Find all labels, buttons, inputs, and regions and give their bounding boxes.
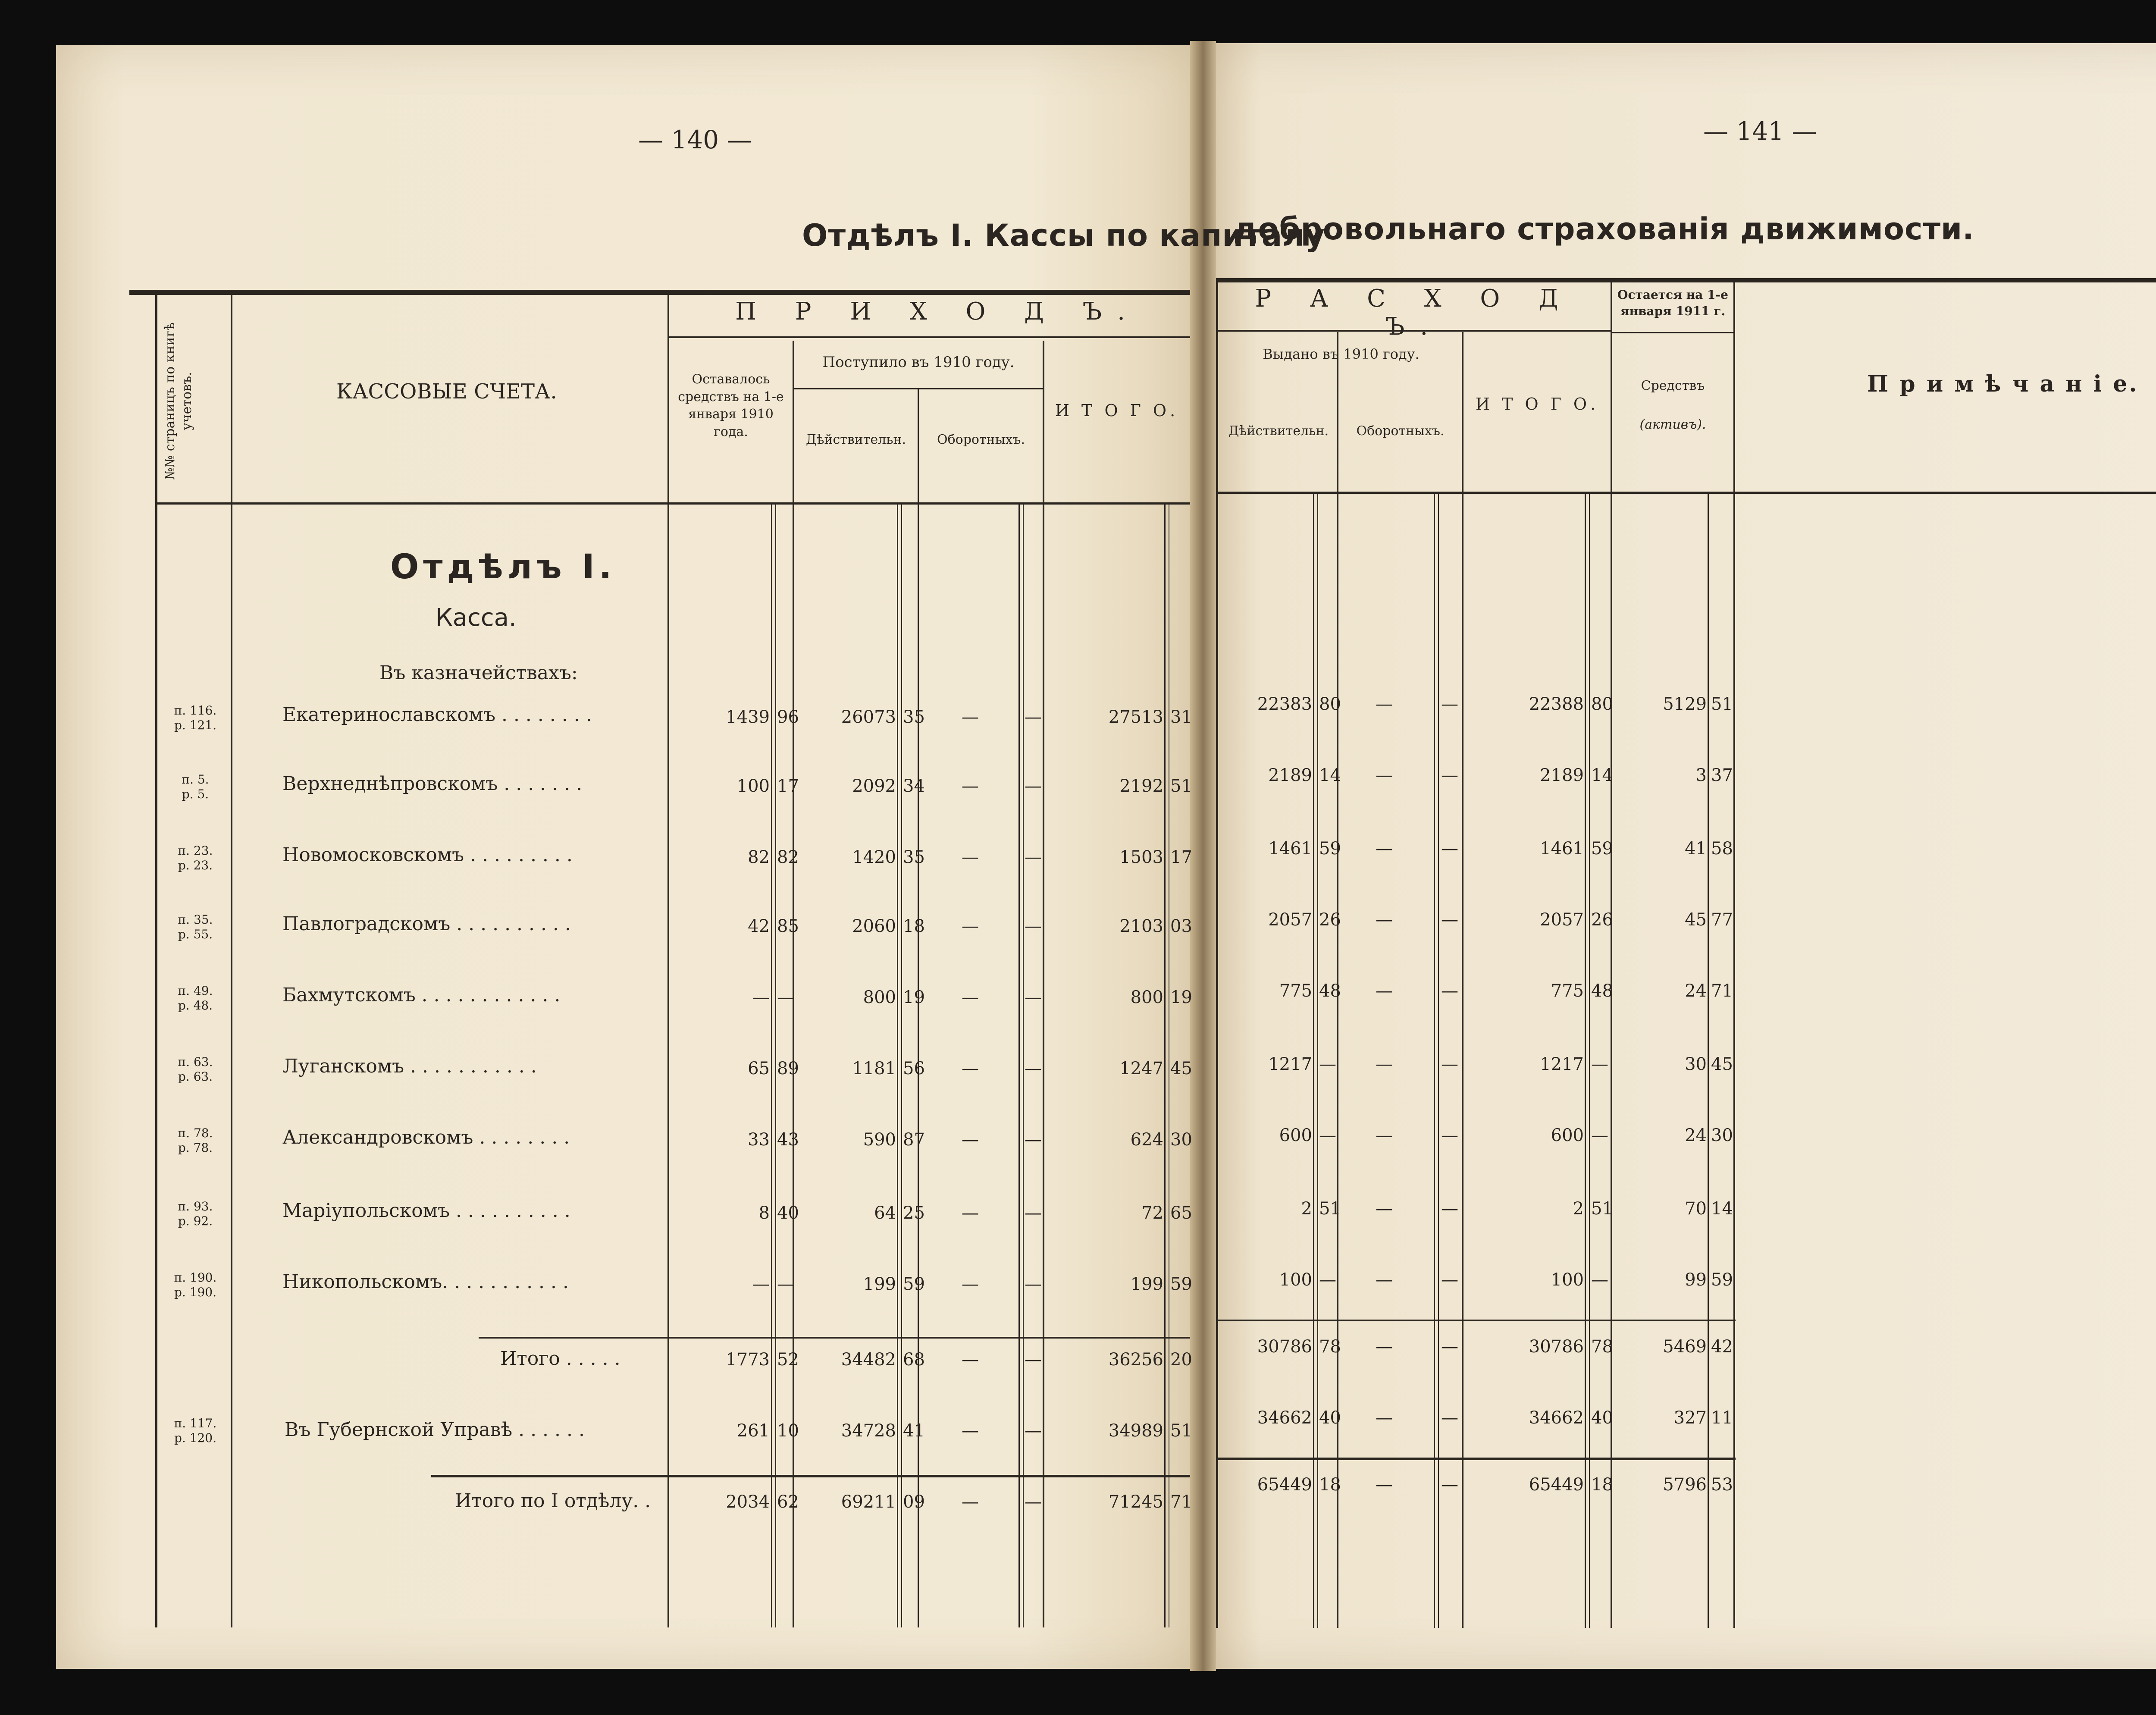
header-rule — [669, 336, 1190, 338]
row-remained-rub: 1439 — [726, 707, 770, 727]
row-ref-page: п. 35. — [178, 912, 213, 927]
row-total-kop: 03 — [1170, 916, 1192, 936]
row-assets-rub: 24 — [1685, 981, 1707, 1001]
row-total-kop: 31 — [1170, 707, 1192, 727]
row-total-kop: 51 — [1170, 776, 1192, 796]
row-turnover-kop: — — [1441, 910, 1458, 930]
row-total-rub: 100 — [1551, 1270, 1584, 1290]
row-assets-kop: 59 — [1711, 1270, 1733, 1290]
subtotal-total-rub: 36256 — [1108, 1350, 1163, 1370]
gubern-turnover-kop: — — [1441, 1408, 1458, 1428]
total-total-rub: 71245 — [1108, 1492, 1163, 1512]
total-header: И Т О Г О. — [1055, 401, 1179, 420]
row-issued-rub: 100 — [1279, 1270, 1312, 1290]
row-turnover-kop: — — [1025, 1130, 1042, 1150]
subtotal-actual-kop: 68 — [903, 1350, 925, 1370]
total-actual-kop: 09 — [903, 1492, 925, 1512]
row-total-kop: 19 — [1170, 988, 1192, 1007]
subtotal-remained-rub: 1773 — [726, 1350, 770, 1370]
row-ref-page: р. 92. — [178, 1214, 213, 1228]
row-issued-kop: 48 — [1319, 981, 1341, 1001]
row-issued-kop: — — [1319, 1126, 1336, 1145]
col-divider — [1733, 282, 1735, 1628]
row-actual-kop: 35 — [903, 847, 925, 867]
gubern-turnover-rub: — — [962, 1421, 979, 1441]
total-total-rub: 65449 — [1529, 1475, 1584, 1495]
row-remained-kop: 17 — [777, 776, 799, 796]
remains-header: Остается на 1-е января 1911 г. — [1617, 288, 1728, 318]
row-ref-page: р. 48. — [178, 998, 213, 1013]
turnover-header-right: Оборотныхъ. — [1356, 423, 1445, 439]
total-turnover-rub: — — [962, 1492, 979, 1512]
row-issued-kop: 14 — [1319, 765, 1341, 785]
total-label: Итого по I отдѣлу. . — [455, 1490, 651, 1512]
row-issued-rub: 2189 — [1268, 765, 1312, 785]
row-total-rub: 1503 — [1119, 847, 1163, 867]
row-assets-kop: 45 — [1711, 1054, 1733, 1074]
row-remained-rub: 100 — [736, 776, 770, 796]
gubern-turnover-kop: — — [1025, 1421, 1042, 1441]
row-turnover-rub: — — [962, 1130, 979, 1150]
row-ref-page: р. 121. — [174, 718, 217, 732]
row-issued-rub: 600 — [1279, 1126, 1312, 1145]
row-issued-kop: 51 — [1319, 1199, 1341, 1219]
row-turnover-rub: — — [1376, 694, 1393, 714]
row-total-rub: 600 — [1551, 1126, 1584, 1145]
gubern-issued-kop: 40 — [1319, 1408, 1341, 1428]
row-issued-rub: 2057 — [1268, 910, 1312, 930]
row-total-kop: 59 — [1170, 1274, 1192, 1294]
row-assets-kop: 14 — [1711, 1199, 1733, 1219]
table-top-rule-left — [129, 290, 1190, 295]
row-issued-kop: 80 — [1319, 694, 1341, 714]
row-total-rub: 1461 — [1540, 839, 1584, 859]
kopeck-divider — [901, 505, 902, 1627]
col-divider — [231, 295, 232, 1627]
subtotal-rule — [1218, 1320, 1736, 1321]
row-turnover-kop: — — [1441, 1199, 1458, 1219]
row-total-kop: 80 — [1591, 694, 1613, 714]
assets-header: Средствъ — [1641, 378, 1705, 393]
page-number-left: — 140 — — [638, 125, 752, 154]
total-remained-kop: 62 — [777, 1492, 799, 1512]
row-issued-kop: 26 — [1319, 910, 1341, 930]
row-remained-kop: 96 — [777, 707, 799, 727]
row-actual-rub: 2092 — [852, 776, 896, 796]
row-turnover-rub: — — [962, 1059, 979, 1079]
total-turnover-kop: — — [1441, 1475, 1458, 1495]
book-gutter — [1190, 41, 1216, 1671]
row-ref-page: п. 63. — [178, 1055, 213, 1069]
row-total-kop: 45 — [1170, 1059, 1192, 1079]
table-border-left — [155, 295, 157, 1627]
treasury-label: Въ казначействахъ: — [379, 662, 578, 684]
account-name: Павлоградскомъ . . . . . . . . . . — [282, 913, 571, 935]
row-turnover-rub: — — [1376, 981, 1393, 1001]
page-title-left: Отдѣлъ I. Кассы по капиталу — [802, 218, 1326, 253]
total-total-kop: 18 — [1591, 1475, 1613, 1495]
row-total-kop: 17 — [1170, 847, 1192, 867]
row-assets-kop: 51 — [1711, 694, 1733, 714]
row-actual-rub: 64 — [874, 1203, 896, 1223]
row-remained-kop: — — [777, 988, 794, 1007]
total-remained-rub: 2034 — [726, 1492, 770, 1512]
row-assets-kop: 30 — [1711, 1126, 1733, 1145]
row-turnover-rub: — — [1376, 1199, 1393, 1219]
row-ref-page: р. 190. — [174, 1285, 217, 1299]
col-divider — [667, 295, 669, 1627]
row-total-rub: 199 — [1130, 1274, 1163, 1294]
row-actual-kop: 87 — [903, 1130, 925, 1150]
subtotal-remained-kop: 52 — [777, 1350, 799, 1370]
row-total-rub: 2192 — [1119, 776, 1163, 796]
row-total-rub: 775 — [1551, 981, 1584, 1001]
row-actual-kop: 59 — [903, 1274, 925, 1294]
row-remained-kop: 89 — [777, 1059, 799, 1079]
row-turnover-kop: — — [1025, 1274, 1042, 1294]
subtotal-turnover-kop: — — [1441, 1337, 1458, 1357]
account-name: Маріупольскомъ . . . . . . . . . . — [282, 1200, 570, 1222]
account-name: Новомосковскомъ . . . . . . . . . — [282, 844, 573, 866]
table-border-right — [1216, 282, 1218, 1628]
page-title-right: добровольнаго страхованія движимости. — [1233, 211, 1974, 247]
expense-header: Р А С Х О Д Ъ. — [1255, 285, 1574, 341]
row-assets-rub: 70 — [1685, 1199, 1707, 1219]
subtotal-total-kop: 20 — [1170, 1350, 1192, 1370]
subtotal-issued-rub: 30786 — [1257, 1337, 1312, 1357]
row-total-rub: 2057 — [1540, 910, 1584, 930]
header-bottom-rule-left — [155, 502, 1190, 505]
kopeck-divider — [775, 505, 776, 1627]
col-ref-header: №№ страницъ по книгѣ учетовъ. — [163, 322, 194, 480]
turnover-header: Оборотныхъ. — [937, 432, 1025, 447]
row-remained-rub: 65 — [748, 1059, 770, 1079]
row-turnover-rub: — — [962, 1203, 979, 1223]
row-turnover-kop: — — [1441, 981, 1458, 1001]
header-bottom-rule-right — [1216, 492, 2156, 494]
row-turnover-rub: — — [962, 847, 979, 867]
total-rule — [431, 1475, 1190, 1477]
row-assets-rub: 24 — [1685, 1126, 1707, 1145]
row-total-kop: 26 — [1591, 910, 1613, 930]
row-remained-kop: 40 — [777, 1203, 799, 1223]
row-total-rub: 624 — [1130, 1130, 1163, 1150]
row-turnover-kop: — — [1025, 707, 1042, 727]
remained-header: Оставалось средствъ на 1-е января 1910 года. — [678, 372, 784, 439]
subtotal-actual-rub: 34482 — [841, 1350, 896, 1370]
gubern-actual-kop: 41 — [903, 1421, 925, 1441]
row-assets-rub: 41 — [1685, 839, 1707, 859]
row-actual-kop: 35 — [903, 707, 925, 727]
row-ref-page: р. 5. — [182, 787, 209, 801]
total-header-right: И Т О Г О. — [1475, 395, 1599, 414]
row-total-rub: 22388 — [1529, 694, 1584, 714]
total-assets-kop: 53 — [1711, 1475, 1733, 1495]
account-name: Александровскомъ . . . . . . . . — [282, 1126, 570, 1148]
row-issued-rub: 2 — [1301, 1199, 1312, 1219]
row-actual-rub: 800 — [863, 988, 896, 1007]
total-turnover-kop: — — [1025, 1492, 1042, 1512]
row-ref-page: п. 117. — [174, 1416, 217, 1430]
row-assets-kop: 37 — [1711, 765, 1733, 785]
row-turnover-rub: — — [962, 707, 979, 727]
row-remained-rub: 42 — [748, 916, 770, 936]
row-actual-kop: 56 — [903, 1059, 925, 1079]
row-total-kop: 65 — [1170, 1203, 1192, 1223]
col-accounts-header: КАССОВЫЕ СЧЕТА. — [336, 379, 557, 404]
row-turnover-rub: — — [1376, 910, 1393, 930]
subtotal-assets-rub: 5469 — [1663, 1337, 1707, 1357]
gubern-turnover-rub: — — [1376, 1408, 1393, 1428]
col-divider — [918, 388, 919, 1627]
row-ref-page: п. 23. — [178, 843, 213, 858]
assets-note-header: (активъ). — [1639, 417, 1706, 432]
actual-header: Дѣйствительн. — [805, 432, 906, 447]
row-total-kop: — — [1591, 1126, 1608, 1145]
kopeck-divider — [897, 505, 898, 1627]
account-name: Никопольскомъ. . . . . . . . . . . — [282, 1271, 569, 1293]
row-turnover-rub: — — [1376, 1126, 1393, 1145]
row-issued-rub: 775 — [1279, 981, 1312, 1001]
row-ref-page: п. 190. — [174, 1270, 217, 1285]
row-turnover-kop: — — [1025, 776, 1042, 796]
row-ref-page: р. 55. — [178, 927, 213, 941]
col-divider — [1462, 332, 1463, 1628]
row-ref-page: п. 93. — [178, 1199, 213, 1213]
account-name: Екатеринославскомъ . . . . . . . . — [282, 704, 592, 726]
row-ref-page: п. 116. — [174, 703, 217, 718]
row-turnover-kop: — — [1441, 1270, 1458, 1290]
row-turnover-rub: — — [1376, 839, 1393, 859]
total-issued-kop: 18 — [1319, 1475, 1341, 1495]
income-header: П Р И Х О Д Ъ. — [735, 298, 1141, 326]
gubern-total-rub: 34989 — [1108, 1421, 1163, 1441]
row-assets-rub: 3 — [1695, 765, 1707, 785]
row-turnover-rub: — — [962, 776, 979, 796]
page-number-right: — 141 — — [1703, 116, 1817, 146]
row-issued-kop: — — [1319, 1270, 1336, 1290]
row-assets-kop: 58 — [1711, 839, 1733, 859]
table-top-rule-right — [1216, 278, 2156, 282]
row-remained-rub: — — [752, 988, 770, 1007]
issued-header: Выдано въ 1910 году. — [1263, 346, 1420, 362]
gubern-remained-kop: 10 — [777, 1421, 799, 1441]
row-assets-rub: 30 — [1685, 1054, 1707, 1074]
gubern-issued-rub: 34662 — [1257, 1408, 1312, 1428]
actual-header-right: Дѣйствительн. — [1228, 423, 1329, 439]
header-rule — [1612, 332, 1733, 333]
row-ref-page: р. 120. — [174, 1431, 217, 1445]
total-turnover-rub: — — [1376, 1475, 1393, 1495]
row-ref-page: п. 5. — [182, 772, 209, 787]
row-turnover-kop: — — [1025, 916, 1042, 936]
subtotal-total-kop: 78 — [1591, 1337, 1613, 1357]
total-actual-rub: 69211 — [841, 1492, 896, 1512]
col-divider — [1043, 341, 1044, 1627]
subtotal-turnover-rub: — — [1376, 1337, 1393, 1357]
account-name: Въ Губернской Управѣ . . . . . . — [285, 1419, 585, 1441]
row-total-rub: 27513 — [1108, 707, 1163, 727]
row-turnover-kop: — — [1025, 847, 1042, 867]
kopeck-divider — [771, 505, 772, 1627]
subtotal-turnover-kop: — — [1025, 1350, 1042, 1370]
gubern-total-rub: 34662 — [1529, 1408, 1584, 1428]
row-assets-kop: 77 — [1711, 910, 1733, 930]
row-remained-rub: 33 — [748, 1130, 770, 1150]
row-ref-page: р. 23. — [178, 858, 213, 872]
row-total-rub: 1247 — [1119, 1059, 1163, 1079]
row-turnover-kop: — — [1441, 1054, 1458, 1074]
row-actual-rub: 2060 — [852, 916, 896, 936]
row-total-kop: 30 — [1170, 1130, 1192, 1150]
row-turnover-kop: — — [1441, 1126, 1458, 1145]
subtotal-label: Итого . . . . . — [500, 1348, 620, 1370]
subtotal-assets-kop: 42 — [1711, 1337, 1733, 1357]
row-total-kop: — — [1591, 1270, 1608, 1290]
row-total-rub: 800 — [1130, 988, 1163, 1007]
row-actual-kop: 19 — [903, 988, 925, 1007]
section-title: Отдѣлъ I. — [390, 548, 616, 586]
account-name: Бахмутскомъ . . . . . . . . . . . . — [282, 984, 561, 1006]
row-total-rub: 2189 — [1540, 765, 1584, 785]
row-remained-kop: 43 — [777, 1130, 799, 1150]
row-turnover-rub: — — [1376, 765, 1393, 785]
row-issued-kop: 59 — [1319, 839, 1341, 859]
row-total-kop: 48 — [1591, 981, 1613, 1001]
row-actual-kop: 18 — [903, 916, 925, 936]
subtotal-turnover-rub: — — [962, 1350, 979, 1370]
col-divider — [1337, 332, 1338, 1628]
row-total-rub: 2 — [1573, 1199, 1584, 1219]
kopeck-divider — [1018, 505, 1020, 1627]
row-turnover-kop: — — [1025, 1203, 1042, 1223]
header-rule — [794, 388, 1043, 389]
gubern-assets-kop: 11 — [1711, 1408, 1733, 1428]
row-turnover-kop: — — [1441, 839, 1458, 859]
row-assets-rub: 99 — [1685, 1270, 1707, 1290]
row-turnover-kop: — — [1025, 988, 1042, 1007]
row-total-rub: 2103 — [1119, 916, 1163, 936]
row-total-rub: 1217 — [1540, 1054, 1584, 1074]
gubern-total-kop: 51 — [1170, 1421, 1192, 1441]
row-turnover-rub: — — [962, 1274, 979, 1294]
row-remained-rub: 82 — [748, 847, 770, 867]
total-total-kop: 71 — [1170, 1492, 1192, 1512]
row-ref-page: п. 78. — [178, 1126, 213, 1140]
gubern-assets-rub: 327 — [1673, 1408, 1707, 1428]
gubern-actual-rub: 34728 — [841, 1421, 896, 1441]
row-actual-kop: 25 — [903, 1203, 925, 1223]
row-remained-kop: 82 — [777, 847, 799, 867]
row-issued-rub: 1461 — [1268, 839, 1312, 859]
row-remained-kop: 85 — [777, 916, 799, 936]
row-ref-page: р. 78. — [178, 1141, 213, 1155]
row-remained-rub: — — [752, 1274, 770, 1294]
row-assets-rub: 45 — [1685, 910, 1707, 930]
row-assets-rub: 5129 — [1663, 694, 1707, 714]
row-turnover-rub: — — [962, 916, 979, 936]
row-issued-kop: — — [1319, 1054, 1336, 1074]
row-turnover-kop: — — [1441, 765, 1458, 785]
row-actual-rub: 26073 — [841, 707, 896, 727]
row-actual-kop: 34 — [903, 776, 925, 796]
kopeck-divider — [1164, 505, 1166, 1627]
row-ref-page: р. 63. — [178, 1069, 213, 1084]
received-header: Поступило въ 1910 году. — [822, 354, 1015, 371]
subtotal-rule — [479, 1337, 1190, 1339]
subtotal-issued-kop: 78 — [1319, 1337, 1341, 1357]
row-remained-kop: — — [777, 1274, 794, 1294]
row-total-kop: 51 — [1591, 1199, 1613, 1219]
account-name: Луганскомъ . . . . . . . . . . . — [282, 1055, 537, 1077]
gubern-remained-rub: 261 — [736, 1421, 770, 1441]
row-actual-rub: 1420 — [852, 847, 896, 867]
row-actual-rub: 1181 — [852, 1059, 896, 1079]
row-turnover-rub: — — [1376, 1054, 1393, 1074]
row-remained-rub: 8 — [758, 1203, 770, 1223]
row-total-rub: 72 — [1141, 1203, 1163, 1223]
row-turnover-rub: — — [1376, 1270, 1393, 1290]
row-total-kop: 59 — [1591, 839, 1613, 859]
gubern-total-kop: 40 — [1591, 1408, 1613, 1428]
total-issued-rub: 65449 — [1257, 1475, 1312, 1495]
subtotal-total-rub: 30786 — [1529, 1337, 1584, 1357]
row-total-kop: — — [1591, 1054, 1608, 1074]
row-actual-rub: 199 — [863, 1274, 896, 1294]
row-issued-rub: 1217 — [1268, 1054, 1312, 1074]
row-turnover-kop: — — [1025, 1059, 1042, 1079]
row-issued-rub: 22383 — [1257, 694, 1312, 714]
row-turnover-rub: — — [962, 988, 979, 1007]
account-name: Верхнеднѣпровскомъ . . . . . . . — [282, 773, 583, 795]
row-turnover-kop: — — [1441, 694, 1458, 714]
row-ref-page: п. 49. — [178, 984, 213, 998]
row-assets-kop: 71 — [1711, 981, 1733, 1001]
section-subtitle: Касса. — [436, 604, 517, 632]
row-actual-rub: 590 — [863, 1130, 896, 1150]
row-total-kop: 14 — [1591, 765, 1613, 785]
total-assets-rub: 5796 — [1663, 1475, 1707, 1495]
note-header: П р и м ѣ ч а н і е. — [1867, 371, 2139, 397]
total-rule — [1218, 1458, 1736, 1460]
